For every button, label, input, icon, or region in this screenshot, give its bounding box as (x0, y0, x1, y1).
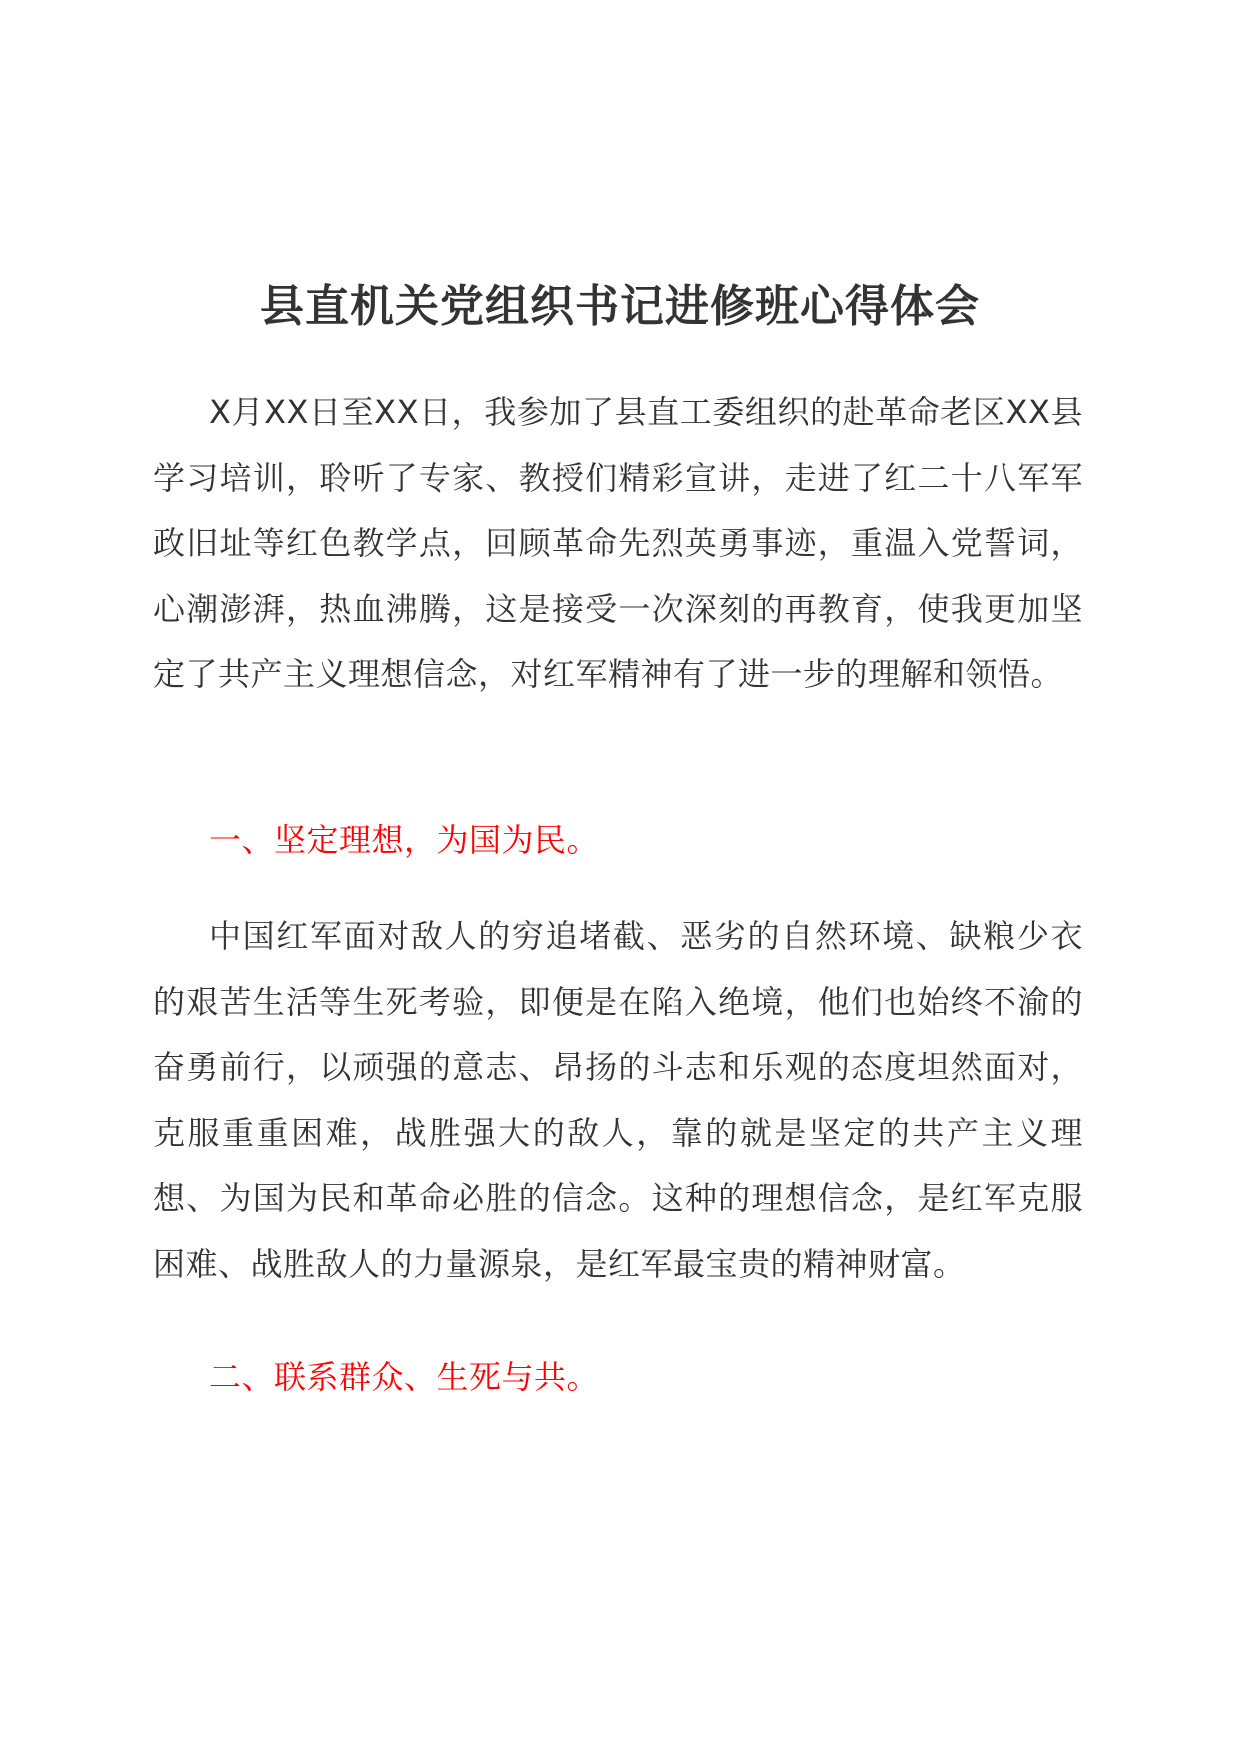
intro-paragraph: X月XX日至XX日，我参加了县直工委组织的赴革命老区XX县学习培训，聆听了专家、教授们精彩宣讲，走进了红二十八军军政旧址等红色教学点，回顾革命先烈英勇事迹，重温入党誓词，心潮澎湃，热血沸腾，这是接受一次深刻的再教育，使我更加坚定了共产主义理想信念，对红军精神有了进一步的理解和领悟。 (153, 393, 1083, 693)
section-heading-2: 二、联系群众、生死与共。 (209, 1358, 600, 1396)
section-1-paragraph: 中国红军面对敌人的穷追堵截、恶劣的自然环境、缺粮少衣的艰苦生活等生死考验，即便是在陷入绝境，他们也始终不渝的奋勇前行，以顽强的意志、昂扬的斗志和乐观的态度坦然面对，克服重重困难，战胜强大的敌人，靠的就是坚定的共产主义理想、为国为民和革命必胜的信念。这种的理想信念，是红军克服困难、战胜敌人的力量源泉，是红军最宝贵的精神财富。 (153, 917, 1083, 1283)
section-heading-1: 一、坚定理想，为国为民。 (209, 821, 600, 859)
document-title: 县直机关党组织书记进修班心得体会 (260, 281, 980, 332)
